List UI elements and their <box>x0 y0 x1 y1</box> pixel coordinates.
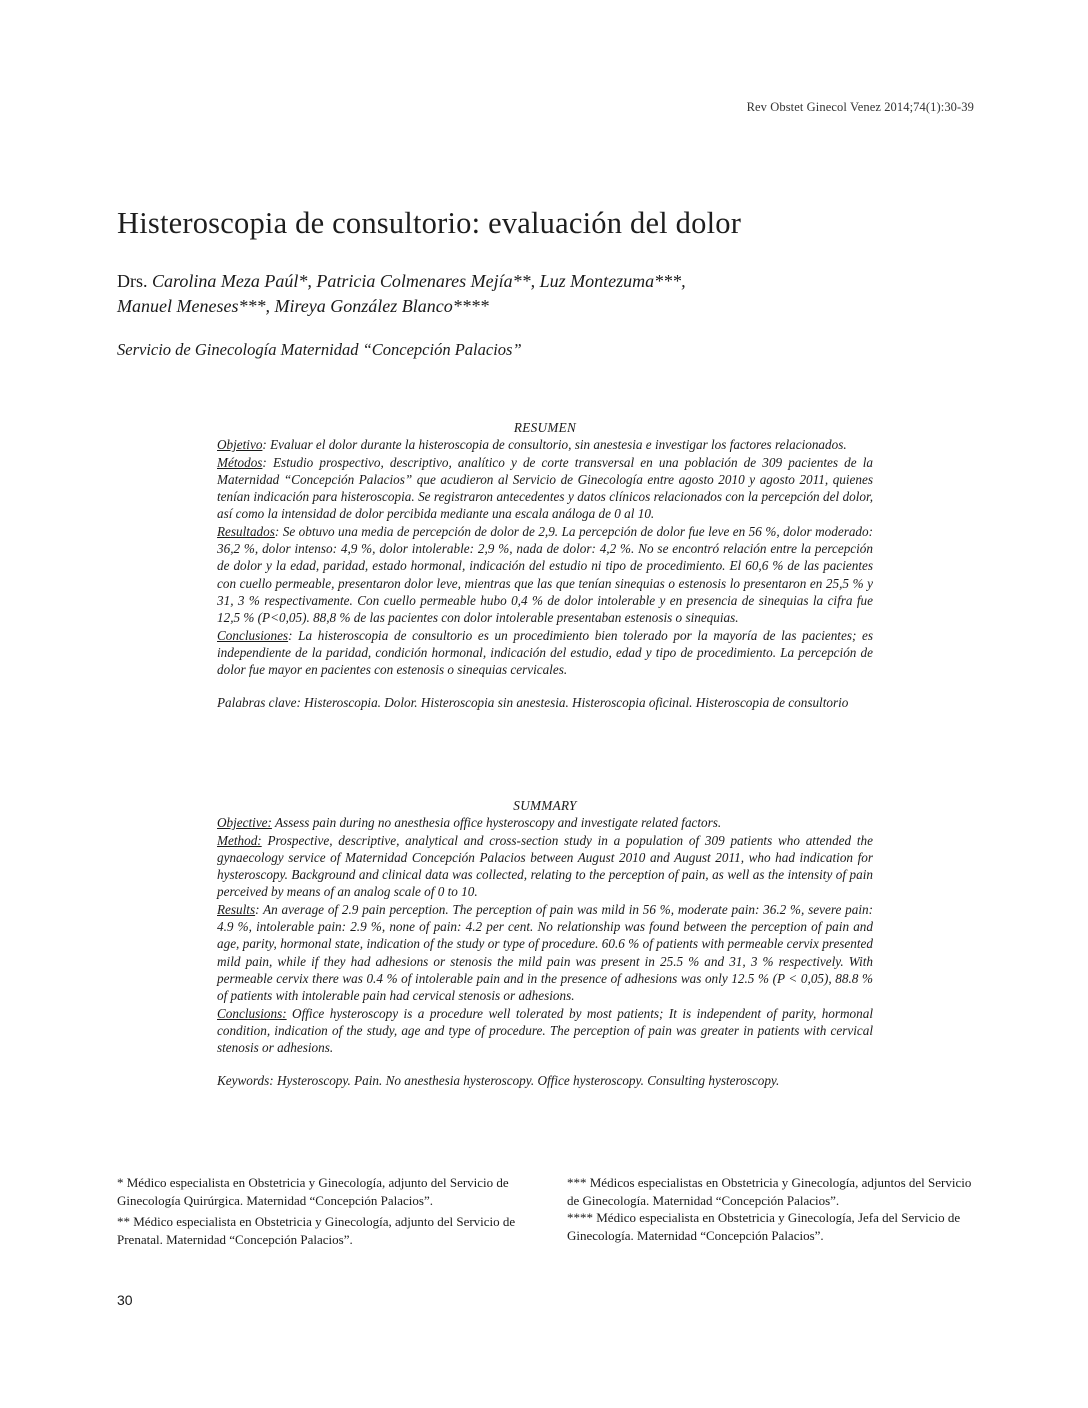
resumen-conclusiones <box>217 627 873 679</box>
footnote-2-mark: ** <box>117 1214 130 1229</box>
footnote-3 <box>567 1174 972 1209</box>
affiliation: Servicio de Ginecología Maternidad “Concepción Palacios” <box>117 340 522 359</box>
summary-objective <box>217 814 873 831</box>
conclusions-label: Conclusions: <box>217 1005 287 1021</box>
metodos-label: Métodos <box>217 454 263 470</box>
objective-text: Assess pain during no anesthesia office hysteroscopy and investigate related factors. <box>271 815 722 831</box>
resumen-metodos <box>217 454 873 523</box>
resultados-label: Resultados <box>217 523 275 539</box>
footnote-2 <box>117 1213 521 1248</box>
results-label: Results <box>217 901 256 917</box>
resumen-resultados <box>217 523 873 627</box>
article-title: Histeroscopia de consultorio: evaluación del dolor <box>117 206 742 240</box>
footnote-3-text: Médicos especialistas en Obstetricia y Ginecología, adjuntos del Servicio de Ginecología. Maternidad “Concepción Palacios”. <box>567 1175 972 1208</box>
footnote-1-text: Médico especialista en Obstetricia y Ginecología, adjunto del Servicio de Ginecología Quirúrgica. Maternidad “Concepción Palacios”. <box>117 1175 509 1208</box>
footnotes-left <box>117 1174 521 1248</box>
footnote-4-mark: **** <box>567 1210 593 1225</box>
authors-prefix: Drs. <box>117 271 148 291</box>
summary-results <box>217 901 873 1005</box>
conclusions-text: Office hysteroscopy is a procedure well tolerated by most patients; It is independent of parity, hormonal condition, indication of the study, age and type of procedure. The perception of pain was greater in patients with cervical stenosis or adhesions. <box>217 1005 873 1056</box>
footnote-3-mark: *** <box>567 1175 587 1190</box>
metodos-text: : Estudio prospectivo, descriptivo, analítico y de corte transversal en una población de 309 pacientes de la Maternidad “Concepción Palacios” que acudieron al Servicio de Ginecología entre agosto 2010 y agosto 2011, quienes tenían indicación para histeroscopia. Se registraron antecedentes y datos clínicos relacionados con la percepción del dolor, así como la intensidad de dolor percibida mediante una escala análoga de 0 al 10. <box>217 454 873 522</box>
objetivo-text: : Evaluar el dolor durante la histeroscopia de consultorio, sin anestesia e investigar los factores relacionados. <box>262 437 847 453</box>
summary-section <box>217 797 873 1090</box>
footnote-1-mark: * <box>117 1175 124 1190</box>
footnote-2-text: Médico especialista en Obstetricia y Ginecología, adjunto del Servicio de Prenatal. Maternidad “Concepción Palacios”. <box>117 1214 516 1247</box>
resumen-section <box>217 419 873 712</box>
conclusiones-text: : La histeroscopia de consultorio es un procedimiento bien tolerado por la mayoría de las pacientes; es independiente de la paridad, condición hormonal, indicación del estudio, edad y tipo de procedimiento. La percepción de dolor fue mayor en pacientes con estenosis o sinequias cervicales. <box>217 627 873 678</box>
summary-heading: SUMMARY <box>513 798 577 813</box>
footnote-4-text: Médico especialista en Obstetricia y Ginecología, Jefa del Servicio de Ginecología. Maternidad “Concepción Palacios”. <box>567 1210 961 1243</box>
method-text: Prospective, descriptive, analytical and cross-section study in a population of 309 patients who attended the gynaecology service of Maternidad Concepción Palacios between August 2010 and August 2011, who had indication for hysteroscopy. Background and clinical data was collected, relating to the perception of pain, as well as the intensity of pain perceived by means of an analog scale of 0 to 10. <box>217 832 873 900</box>
conclusiones-label: Conclusiones <box>217 627 289 643</box>
resultados-text: : Se obtuvo una media de percepción de dolor de 2,9. La percepción de dolor fue leve en 56 %, dolor moderado: 36,2 %, dolor intenso: 4,9 %, dolor intolerable: 2,9 %, nada de dolor: 4,2 %. No se encontró relación entre la percepción de dolor y la edad, paridad, estado hormonal, indicación del estudio ni tipo de procedimiento. El 60,6 % de las pacientes con cuello permeable, presentaron dolor leve, mientras que las que tenían sinequias o estenosis lo presentaron en 25,5 % y 31, 3 % respectivamente. Con cuello permeable hubo 0,4 % de dolor intolerable y en presencia de sinequias la cifra fue 12,5 % (P<0,05). 88,8 % de las pacientes con dolor intolerable presentaban estenosis o sinequias. <box>217 523 873 626</box>
footnotes-right <box>567 1174 972 1244</box>
resumen-heading: RESUMEN <box>513 420 577 435</box>
author-list <box>117 269 897 319</box>
objetivo-label: Objetivo <box>217 437 263 453</box>
footnote-1 <box>117 1174 521 1209</box>
results-text: : An average of 2.9 pain perception. The perception of pain was mild in 56 %, moderate pain: 36.2 %, severe pain: 4.9 %, intolerable pain: 2.9 %, none of pain: 4.2 per cent. No relationship was found between the perception of pain and age, parity, hormonal state, indication of the study or type of procedure. 60.6 % of patients with permeable cervix presented mild pain, while if they had adhesions or stenosis the mild pain was present in 25.5 % and 31, 3 % respectively. With permeable cervix there was 0.4 % of intolerable pain and in the presence of adhesions was only 12.5 % (P < 0,05), 88.8 % of patients with intolerable pain had cervical stenosis or adhesions. <box>217 901 873 1004</box>
summary-conclusions <box>217 1005 873 1057</box>
keywords: Keywords: Hysteroscopy. Pain. No anesthesia hysteroscopy. Office hysteroscopy. Consulting hysteroscopy. <box>217 1073 780 1089</box>
authors-line-2: Manuel Meneses***, Mireya González Blanco**** <box>117 296 489 316</box>
objective-label: Objective: <box>217 815 272 831</box>
page-number: 30 <box>117 1292 133 1308</box>
journal-citation: Rev Obstet Ginecol Venez 2014;74(1):30-39 <box>746 100 974 114</box>
authors-line-1: Carolina Meza Paúl*, Patricia Colmenares Mejía**, Luz Montezuma***, <box>152 271 686 291</box>
palabras-clave: Palabras clave: Histeroscopia. Dolor. Histeroscopia sin anestesia. Histeroscopia oficinal. Histeroscopia de consultorio <box>217 695 849 711</box>
method-label: Method: <box>217 832 262 848</box>
resumen-objetivo <box>217 436 873 453</box>
summary-method <box>217 832 873 901</box>
footnote-4 <box>567 1209 972 1244</box>
